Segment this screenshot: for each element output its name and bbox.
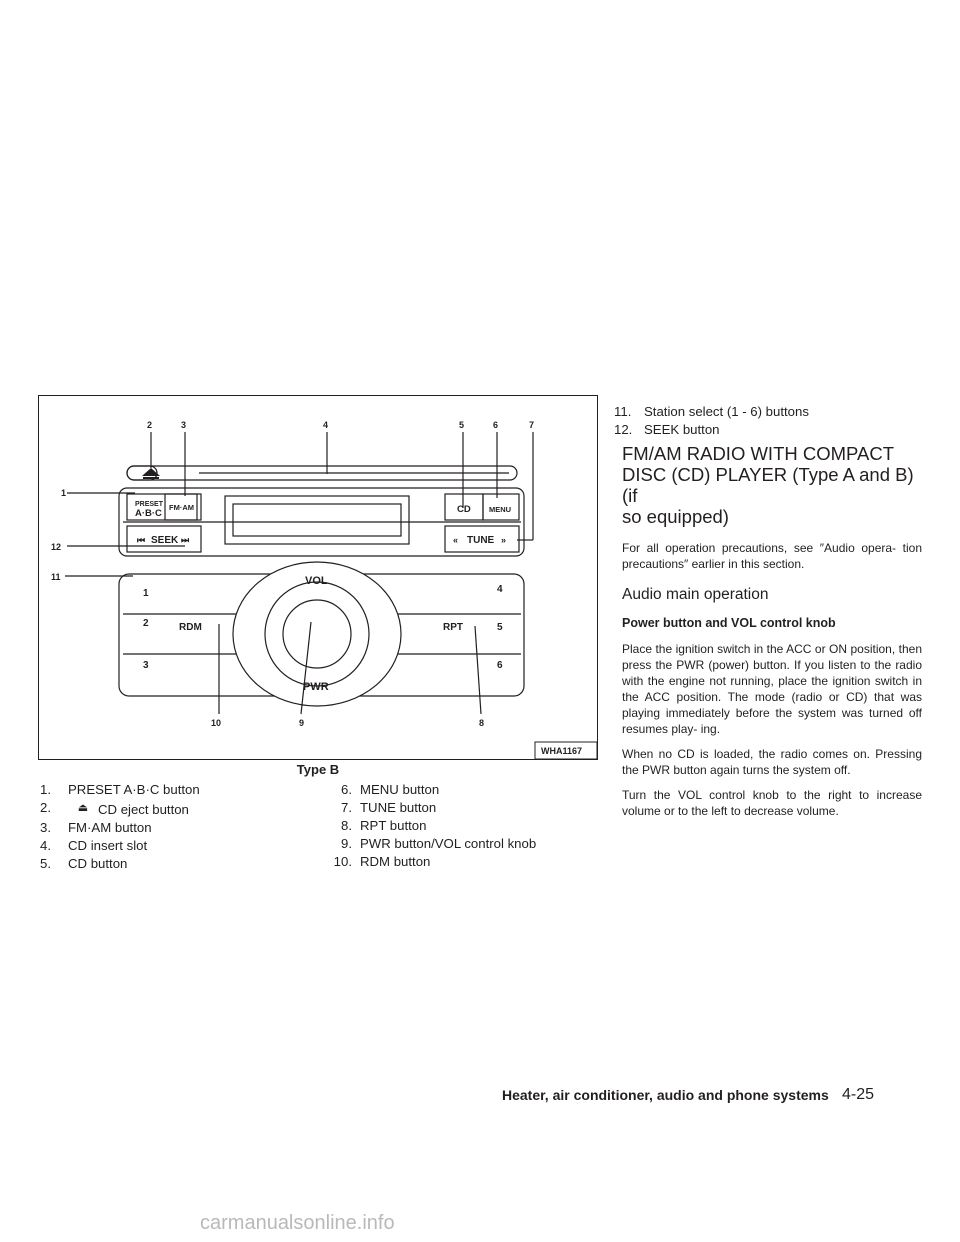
eject-icon: ⏏ bbox=[77, 802, 89, 814]
page-number: 4-25 bbox=[842, 1086, 875, 1103]
station-number: 4 bbox=[497, 584, 503, 595]
menu-label: MENU bbox=[489, 505, 512, 514]
body-paragraph: Turn the VOL control knob to the right to increase volume or to the left to decrease volume. bbox=[622, 788, 922, 818]
preset-label: A·B·C bbox=[135, 508, 162, 519]
fmam-label: FM·AM bbox=[169, 503, 194, 512]
cd-label: CD bbox=[457, 504, 471, 515]
list-item: 7. TUNE button bbox=[341, 800, 437, 815]
subsubheading: Power button and VOL control knob bbox=[622, 616, 836, 630]
list-item: 12. SEEK button bbox=[614, 422, 720, 437]
station-number: 6 bbox=[497, 660, 503, 671]
callout-label: 12 bbox=[51, 542, 62, 552]
figure-caption: Type B bbox=[296, 762, 340, 777]
station-number: 1 bbox=[143, 588, 149, 599]
section-heading: FM/AM RADIO WITH COMPACT DISC (CD) PLAYER (Type A and B) (if so equipped) bbox=[622, 443, 914, 527]
list-item: 1. PRESET A·B·C button bbox=[40, 782, 200, 797]
station-number: 5 bbox=[497, 622, 503, 633]
vol-label: VOL bbox=[305, 575, 328, 587]
list-item: 8. RPT button bbox=[341, 818, 427, 833]
tune-forward-icon: » bbox=[501, 535, 507, 545]
callout-label: 8 bbox=[479, 718, 485, 728]
list-item: 10. RDM button bbox=[333, 854, 431, 869]
callout-label: 3 bbox=[181, 420, 187, 430]
seek-forward-icon: ⏭ bbox=[181, 535, 190, 545]
tune-label: TUNE bbox=[467, 535, 495, 546]
intro-paragraph: For all operation precautions, see ″Audio opera- tion precautions″ earlier in this section. bbox=[622, 541, 922, 571]
footer-section-title: Heater, air conditioner, audio and phone systems bbox=[502, 1087, 829, 1103]
display-screen bbox=[225, 496, 409, 544]
seek-label: SEEK bbox=[151, 535, 179, 546]
seek-back-icon: ⏮ bbox=[137, 535, 146, 545]
callout-label: 6 bbox=[493, 420, 499, 430]
callout-label: 10 bbox=[211, 718, 222, 728]
subheading: Audio main operation bbox=[622, 586, 769, 603]
callout-label: 2 bbox=[147, 420, 153, 430]
list-item: 4. CD insert slot bbox=[40, 838, 148, 853]
pwr-label: PWR bbox=[303, 681, 329, 693]
list-item: 9. PWR button/VOL control knob bbox=[341, 836, 537, 851]
tune-back-icon: « bbox=[453, 535, 459, 545]
station-number: 3 bbox=[143, 660, 149, 671]
list-item: 3. FM·AM button bbox=[40, 820, 152, 835]
callout-label: 11 bbox=[51, 572, 61, 582]
radio-diagram bbox=[39, 396, 599, 761]
parts-list-right bbox=[614, 403, 809, 439]
rpt-label: RPT bbox=[443, 622, 463, 633]
section-text bbox=[622, 443, 922, 819]
station-number: 2 bbox=[143, 618, 149, 629]
parts-list-left bbox=[40, 781, 200, 873]
callout-label: 5 bbox=[459, 420, 465, 430]
figure-code: WHA1167 bbox=[541, 746, 583, 756]
body-paragraph: When no CD is loaded, the radio comes on. Pressing the PWR button again turns the system off. bbox=[622, 747, 922, 777]
callout-label: 4 bbox=[323, 420, 329, 430]
list-item: 6. MENU button bbox=[341, 782, 440, 797]
list-item: 11. Station select (1 - 6) buttons bbox=[614, 404, 809, 419]
parts-list-middle bbox=[330, 781, 536, 871]
body-paragraph: Place the ignition switch in the ACC or ON position, then press the PWR (power) button. If you listen to the radio with the engine not running, place the ignition switch in the ACC position. The mode (radio or CD) that was playing immediately before the system was turned off resumes play- ing. bbox=[622, 642, 922, 736]
radio-diagram-figure bbox=[38, 395, 598, 760]
rdm-label: RDM bbox=[179, 622, 202, 633]
callout-label: 9 bbox=[299, 718, 305, 728]
preset-label-top: PRESET bbox=[135, 501, 164, 508]
list-item: 2. ⏏ CD eject button bbox=[40, 800, 189, 817]
watermark: carmanualsonline.info bbox=[200, 1212, 395, 1234]
list-item: 5. CD button bbox=[40, 856, 128, 871]
callout-label: 7 bbox=[529, 420, 535, 430]
callout-label: 1 bbox=[61, 488, 67, 498]
